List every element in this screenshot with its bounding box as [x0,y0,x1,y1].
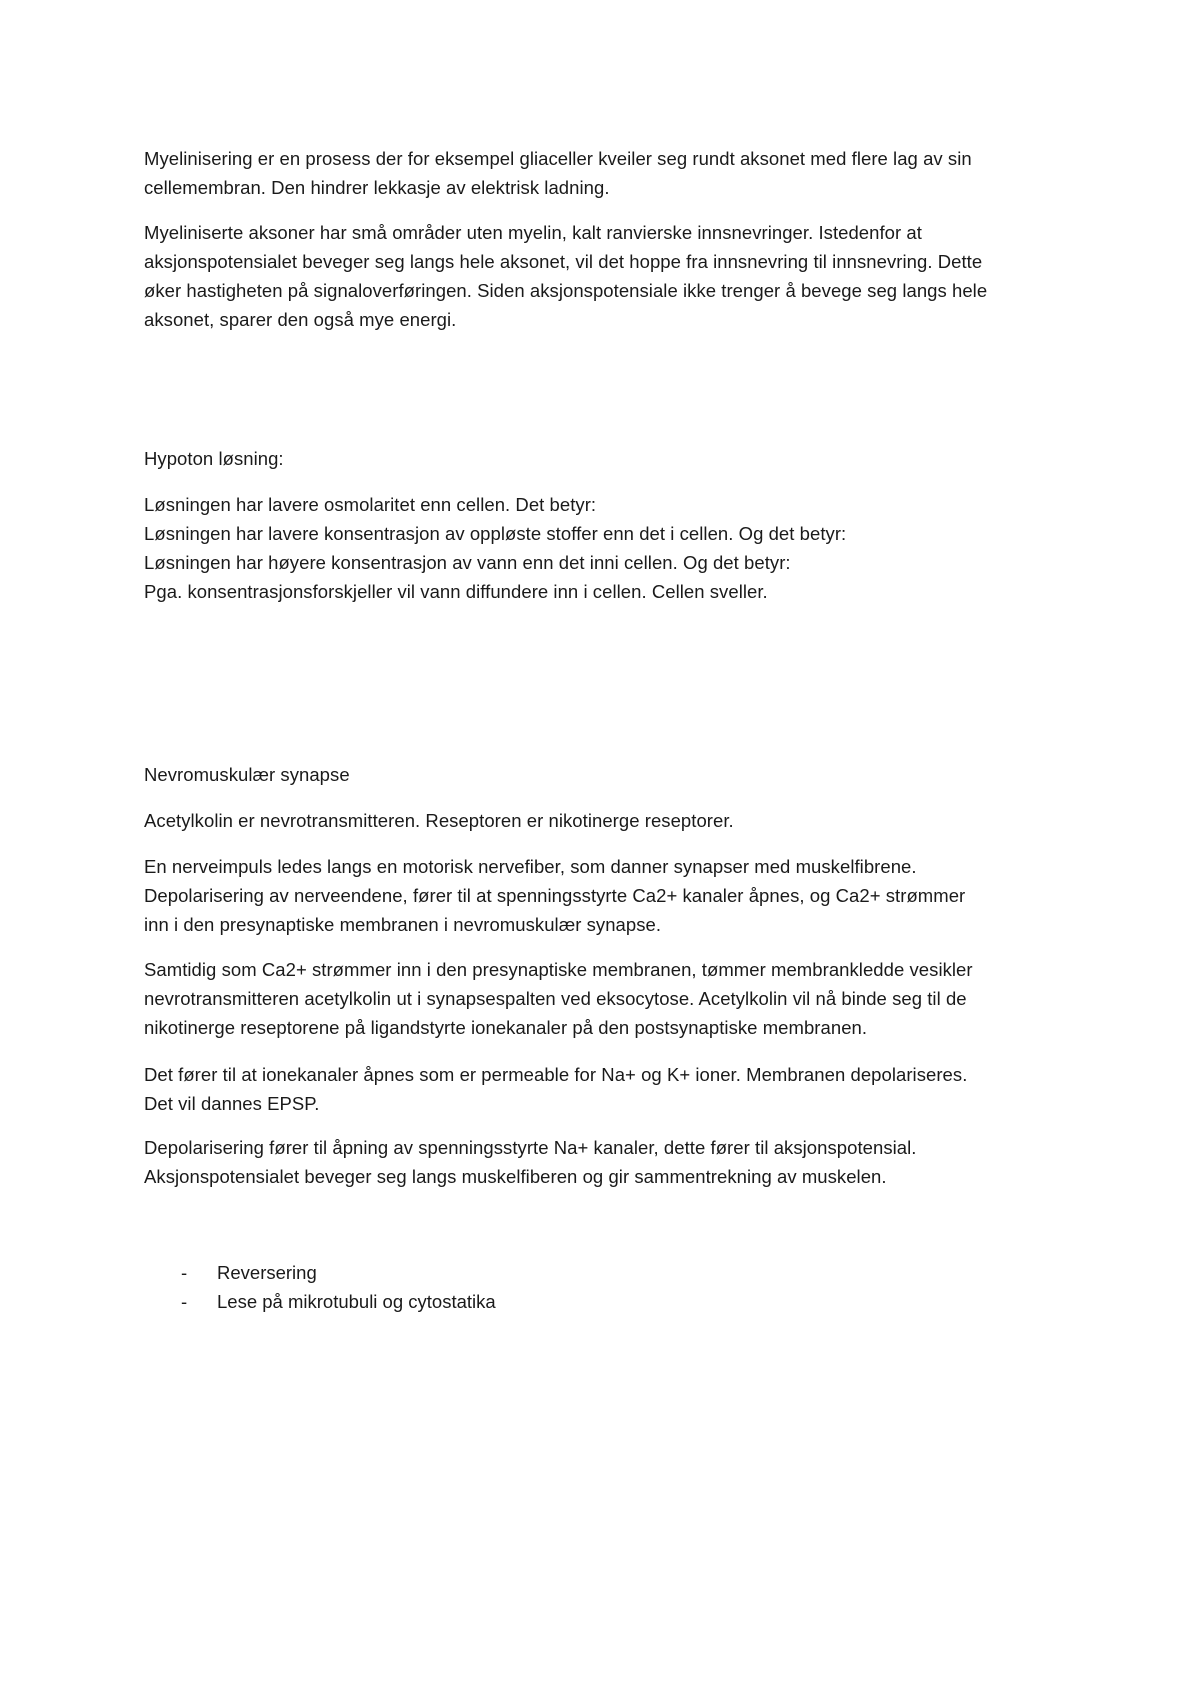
synapse-paragraph-3 [144,955,1064,1042]
synapse-paragraph-4 [144,1060,1064,1118]
text-line: Pga. konsentrasjonsforskjeller vil vann diffundere inn i cellen. Cellen sveller. [144,581,768,602]
list-bullet: - [181,1291,188,1312]
todo-list [144,1258,1044,1316]
text-line: Det vil dannes EPSP. [144,1093,320,1114]
section-heading: Hypoton løsning: [144,448,284,469]
section-heading: Nevromuskulær synapse [144,764,350,785]
hypoton-paragraph [144,490,1064,606]
text-line: nikotinerge reseptorene på ligandstyrte ionekanaler på den postsynaptiske membranen. [144,1017,868,1038]
text-line: Løsningen har lavere osmolaritet enn cellen. Det betyr: [144,494,597,515]
text-line: Myelinisering er en prosess der for eksempel gliaceller kveiler seg rundt aksonet med flere lag av sin [144,148,972,169]
text-line: aksonet, sparer den også mye energi. [144,309,457,330]
text-line: øker hastigheten på signaloverføringen. Siden aksjonspotensiale ikke trenger å bevege seg langs hele [144,280,988,301]
text-line: Depolarisering fører til åpning av spenningsstyrte Na+ kanaler, dette fører til aksjonspotensial. [144,1137,917,1158]
text-line: Løsningen har høyere konsentrasjon av vann enn det inni cellen. Og det betyr: [144,552,791,573]
synapse-paragraph-1 [144,806,1064,835]
text-line: nevrotransmitteren acetylkolin ut i synapsespalten ved eksocytose. Acetylkolin vil nå binde seg til de [144,988,967,1009]
list-item-text: Reversering [217,1262,317,1283]
hypoton-heading [144,444,1064,473]
list-item [144,1258,1044,1287]
text-line: inn i den presynaptiske membranen i nevromuskulær synapse. [144,914,662,935]
myelin-paragraph-2 [144,218,1064,334]
text-line: En nerveimpuls ledes langs en motorisk nervefiber, som danner synapser med muskelfibrene. [144,856,917,877]
text-line: Acetylkolin er nevrotransmitteren. Reseptoren er nikotinerge reseptorer. [144,810,734,831]
text-line: cellemembran. Den hindrer lekkasje av elektrisk ladning. [144,177,610,198]
synapse-paragraph-5 [144,1133,1064,1191]
myelin-paragraph-1 [144,144,1064,202]
list-item-text: Lese på mikrotubuli og cytostatika [217,1291,496,1312]
text-line: Depolarisering av nerveendene, fører til at spenningsstyrte Ca2+ kanaler åpnes, og Ca2+ strømmer [144,885,966,906]
text-line: Myeliniserte aksoner har små områder uten myelin, kalt ranvierske innsnevringer. Istedenfor at [144,222,922,243]
text-line: Aksjonspotensialet beveger seg langs muskelfiberen og gir sammentrekning av muskelen. [144,1166,887,1187]
list-bullet: - [181,1262,188,1283]
text-line: Løsningen har lavere konsentrasjon av oppløste stoffer enn det i cellen. Og det betyr: [144,523,847,544]
text-line: Samtidig som Ca2+ strømmer inn i den presynaptiske membranen, tømmer membrankledde vesikler [144,959,973,980]
text-line: Det fører til at ionekanaler åpnes som er permeable for Na+ og K+ ioner. Membranen depolariseres. [144,1064,968,1085]
text-line: aksjonspotensialet beveger seg langs hele aksonet, vil det hoppe fra innsnevring til innsnevring. Dette [144,251,983,272]
list-item [144,1287,1044,1316]
synapse-paragraph-2 [144,852,1064,939]
synapse-heading [144,760,1064,789]
